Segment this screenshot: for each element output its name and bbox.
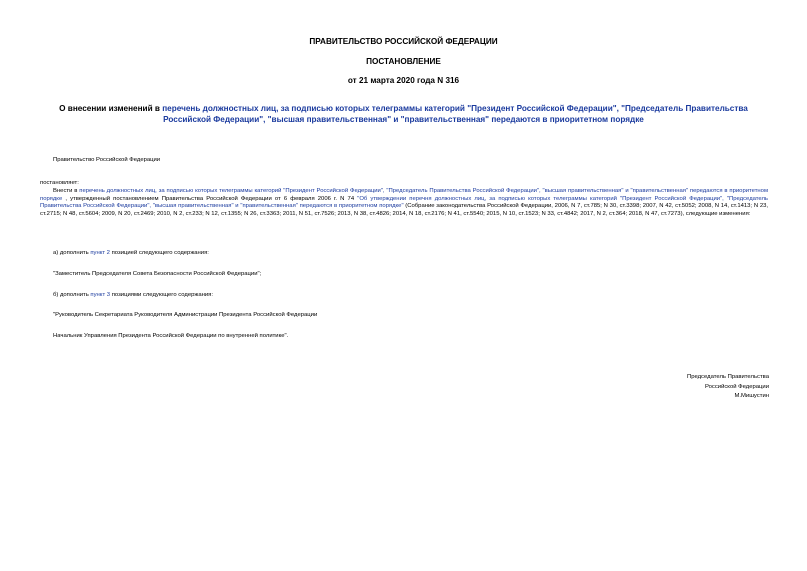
p1-end: (Собрание законодательства Российской Федерации, 2006, N 7, ст.785; N 30, ст.3398; 2007, N 42, ст.5052; 2008, N 14, ст.1413; N 23, ст.2715; N 48, ст.5604; 2009, N 20, ст.2469; 2010, N 2, ст.233; N 12, ст.1355; N 26, ст.3363; 2011, N 51, ст.7526; 2013, N 38, ст.4826; 2014, N 18, ст.2176; N 41, ст.5540; 2015, N 10, ст.1523; N 33, ст.4842; 2017, N 2, ст.364; 2018, N 47, ст.7273), следующие изменения: [40,203,769,217]
main-paragraph [40,188,768,218]
government-heading: ПРАВИТЕЛЬСТВО РОССИЙСКОЙ ФЕДЕРАЦИИ [309,37,498,46]
item-b-quote-2: Начальник Управления Президента Российской Федерации по внутренней политике". [53,333,289,339]
point-3-link[interactable]: пункт 3 [90,292,111,298]
item-a [53,250,209,258]
p1-start: Внести в [53,188,80,194]
document-type-heading: ПОСТАНОВЛЕНИЕ [366,57,441,66]
issuer-text: Правительство Российской Федерации [53,157,161,163]
document-title [40,103,767,125]
item-b [53,292,213,300]
item-a-start: а) дополнить [53,250,91,256]
signature-name: М.Мишустин [734,393,769,399]
list-link[interactable]: перечень должностных лиц, за подписью которых телеграммы категорий "Президент Российской Федерации", "Председатель Правительства Российской Федерации", "высшая правительственная" и "правительственная" передаются в приоритетном порядке [40,188,769,202]
date-number-heading: от 21 марта 2020 года N 316 [347,76,460,85]
item-a-quote: "Заместитель Председателя Совета Безопасности Российской Федерации"; [53,271,262,277]
decree-link[interactable]: "Об утверждении перечня должностных лиц, за подписью которых телеграммы категорий "Президент Российской Федерации", "Председатель Правительства Российской Федерации", "высшая правительственная" и "правительственная" передаются в приоритетном порядке" [40,195,768,210]
point-2-link[interactable]: пункт 2 [90,250,110,256]
item-b-quote-1: "Руководитель Секретариата Руководителя Администрации Президента Российской Федерации [53,312,318,318]
signature-block [687,373,769,402]
item-a-end: позицией следующего содержания: [109,250,209,256]
signature-position: Председатель Правительства [686,374,769,380]
p1-mid: , утвержденный постановлением Правительства Российской Федерации от 6 февраля 2006 г. N 74 [62,195,358,202]
item-b-end: позициями следующего содержания: [110,292,213,298]
title-link[interactable]: перечень должностных лиц, за подписью которых телеграммы категорий "Президент Российской Федерации", "Председатель Правительства Российской Федерации", "высшая правительственная" и "правительственная" передаются в приоритетном порядке [162,104,748,124]
decrees-text: постановляет: [40,180,79,186]
title-prefix: О внесении изменений в [59,104,163,113]
signature-country: Российской Федерации [704,383,769,390]
item-b-start: б) дополнить [53,292,91,298]
